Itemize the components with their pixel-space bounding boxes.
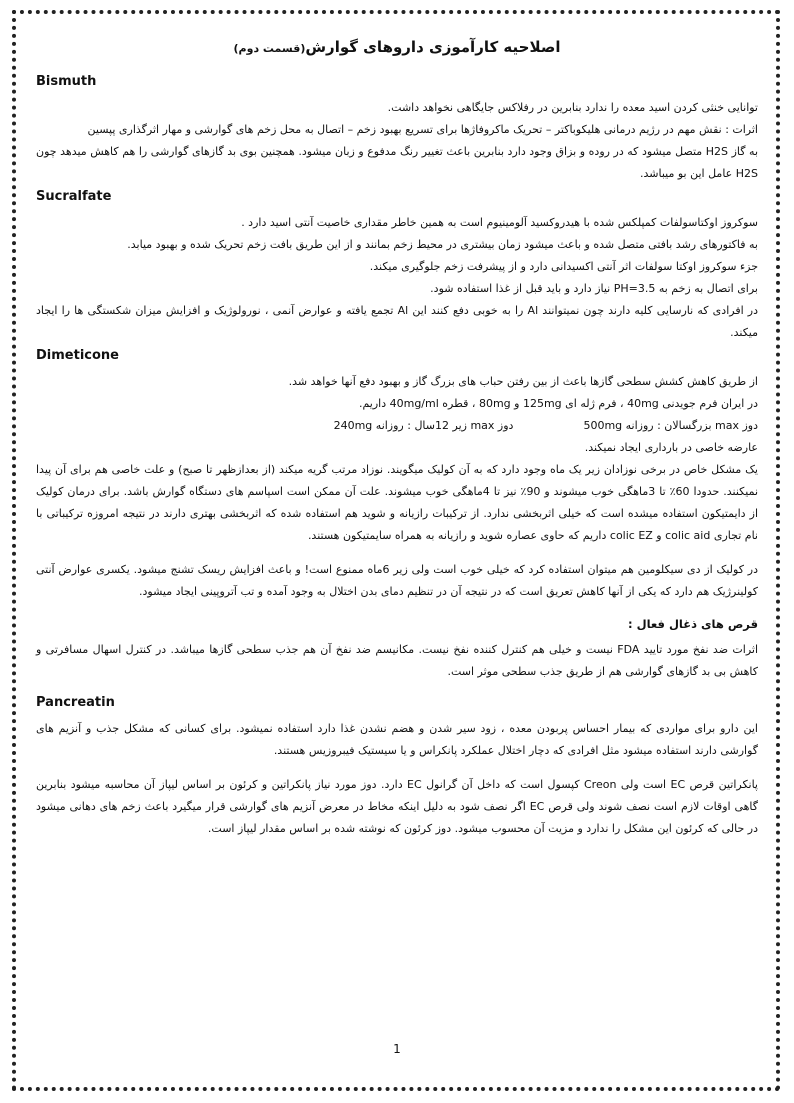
document-page (36, 34, 758, 1064)
dimeticone-paragraph-5: در کولیک از دی سیکلومین هم میتوان استفاده کرد که خیلی خوب است ولی زیر 6ماه ممنوع است! و باعث افزایش ریسک تشنج میشود. یکسری عوارض آنتی کولینرژیک هم دارد که یکی از آنها کاهش تعریق است که در نتیجه آن در تنظیم دمای بدن اختلال به وجود آمده و تب آتروپینی ایجاد میشود. (36, 563, 758, 598)
dimeticone-paragraph-2: در ایران فرم جویدنی 40mg ، فرم ژله ای 125mg و 80mg ، قطره 40mg/ml داریم. (358, 397, 758, 410)
sucralfate-paragraph-5: در افرادی که نارسایی کلیه دارند چون نمیتوانند Al را به خوبی دفع کنند این Al تجمع یافته و عوارض آنمی ، نورولوژیک و افزایش میزان شکستگی ها را ایجاد میکند. (36, 304, 759, 339)
dose-child: دوز max زیر 12سال : روزانه 240mg (333, 419, 514, 432)
heading-pancreatin: Pancreatin (36, 695, 115, 710)
sucralfate-paragraph-1: سوکروز اوکتاسولفات کمپلکس شده با هیدروکسید آلومینیوم است به همین خاطر مقداری خاصیت آنتی اسید دارد . (241, 216, 758, 229)
heading-activated-charcoal: قرص های ذغال فعال : (628, 617, 758, 631)
charcoal-paragraph-1: اثرات ضد نفخ مورد تایید FDA نیست و خیلی هم کنترل کننده نفخ نیست. مکانیسم ضد نفخ آن هم جذب سطحی گازها میباشد. در کنترل اسهال مسافرتی و کاهش بی بد گازهای گوارشی هم از طریق جذب سطحی موثر است. (36, 643, 759, 678)
heading-dimeticone: Dimeticone (36, 348, 119, 363)
sucralfate-paragraph-2: به فاکتورهای رشد بافتی متصل شده و باعث میشود زمان بیشتری در محیط زخم بمانند و از این طریق بافت زخم تحریک شده و بهبود میابد. (127, 238, 758, 251)
bismuth-paragraph-3: به گاز H2S متصل میشود که در روده و بزاق وجود دارد بنابرین باعث تغییر رنگ مدفوع و زبان میشود. همچنین بوی بد گازهای گوارشی را هم کاهش میدهد چون H2S عامل این بو میباشد. (36, 145, 758, 180)
page-number: 1 (393, 1042, 401, 1056)
dose-adult: دوز max بزرگسالان : روزانه 500mg (583, 419, 758, 432)
heading-bismuth: Bismuth (36, 74, 97, 89)
sucralfate-paragraph-4: برای اتصال به زخم به PH=3.5 نیاز دارد و باید قبل از غذا استفاده شود. (430, 282, 758, 295)
heading-sucralfate: Sucralfate (36, 189, 112, 204)
dimeticone-dose-row (36, 415, 758, 437)
bismuth-paragraph-2: اثرات : نقش مهم در رژیم درمانی هلیکوباکتر – تحریک ماکروفاژها برای تسریع بهبود زخم – اتصال به محل زخم های گوارشی و مهار اثرگذاری پپسین (87, 123, 758, 136)
dimeticone-paragraph-4: یک مشکل خاص در برخی نوزادان زیر یک ماه وجود دارد که به آن کولیک میگویند. نوزاد مرتب گریه میکند (از بعدازظهر تا صبح) و علت خاصی هم برای آن پیدا نمیکنند. حدودا 60٪ تا 3ماهگی خوب میشوند و 90٪ نیز تا 4ماهگی خوب میشوند. علت آن ممکن است اسپاسم های دستگاه گوارش باشد. برای درمان کولیک از دایمتیکون استفاده میشده است که خیلی اثربخشی ندارد. از ترکیبات رازیانه و شوید هم استفاده شده که اثربخشی بهتری دارند در نتیجه امروزه ترکیباتی با نام تجاری colic aid و colic EZ داریم که حاوی عصاره شوید و رازیانه به همراه سایمتیکون هستند. (36, 463, 759, 542)
title-main: اصلاحیه کارآموزی داروهای گوارش (305, 38, 561, 56)
dimeticone-paragraph-3: عارضه خاصی در بارداری ایجاد نمیکند. (584, 441, 758, 454)
dimeticone-paragraph-1: از طریق کاهش کشش سطحی گازها باعث از بین رفتن حباب های بزرگ گاز و بهبود دفع آنها خواهد شد. (288, 375, 758, 388)
pancreatin-paragraph-1: این دارو برای مواردی که بیمار احساس پربودن معده ، زود سیر شدن و هضم نشدن غذا دارد استفاده نمیشود. برای کسانی که مشکل جذب و آنزیم های گوارشی دارند استفاده میشود مثل افرادی که دچار اختلال عملکرد پانکراس و یا سیستیک فیبروزیس هستند. (36, 722, 758, 757)
pancreatin-paragraph-2: پانکراتین قرص EC است ولی Creon کپسول است که داخل آن گرانول EC دارد. دوز مورد نیاز پانکراتین و کرئون بر اساس لیپاز آن محاسبه میشود بنابرین گاهی اوقات لازم است نصف شوند ولی قرص EC اگر نصف شود به دلیل اینکه مخاط در معرض آنزیم های گوارشی قرار میگیرد باعث زخم های دهانی میشود در حالی که کرئون این مشکل را ندارد و مزیت آن محسوب میشود. دوز کرئون که نوشته شده بر اساس مقدار لیپاز است. (36, 778, 759, 835)
title-sub: (قسمت دوم) (233, 42, 306, 55)
sucralfate-paragraph-3: جزء سوکروز اوکتا سولفات اثر آنتی اکسیدانی دارد و از پیشرفت زخم جلوگیری میکند. (369, 260, 758, 273)
page-title (36, 38, 758, 56)
bismuth-paragraph-1: توانایی خنثی کردن اسید معده را ندارد بنابرین در رفلاکس جایگاهی نخواهد داشت. (387, 101, 758, 114)
